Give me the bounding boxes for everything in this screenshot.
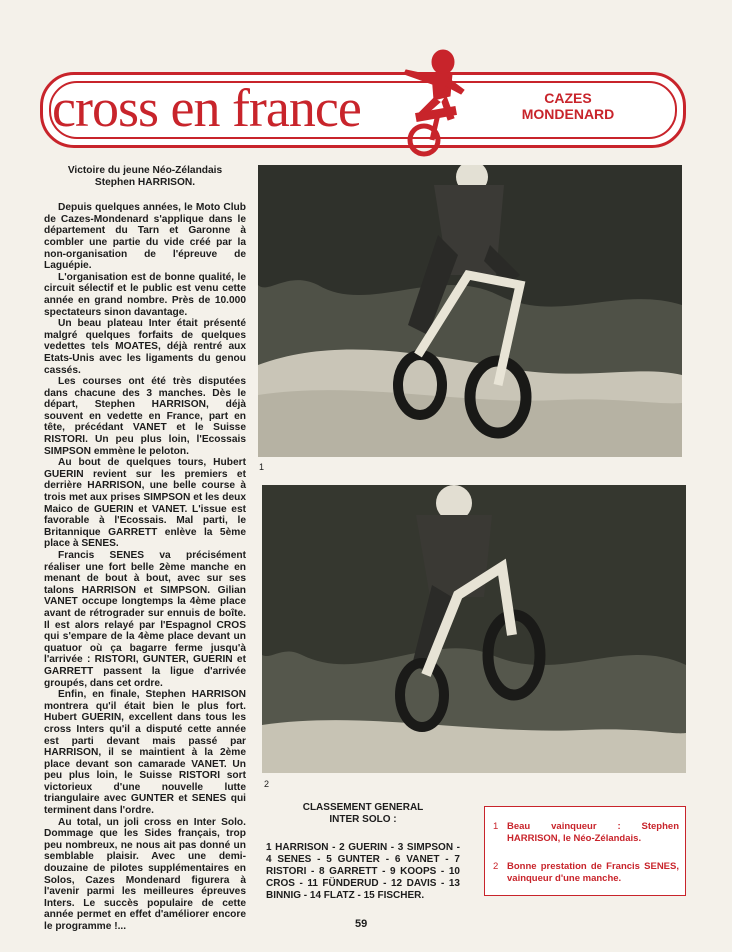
article-paragraph: Les courses ont été très disputées dans chacune des 3 manches. Dès le départ, Stephen HARRISON, déjà souvent en vedette en France, part en tête, précédant VANET et le Suisse RISTORI. Un peu plus loin, l'Ecossais SIMPSON emmène le peloton. xyxy=(44,376,246,457)
ranking-results: 1 HARRISON - 2 GUERIN - 3 SIMPSON - 4 SENES - 5 GUNTER - 6 VANET - 7 RISTORI - 8 GARRETT - 9 KOOPS - 10 CROS - 11 FÜNDERUD - 12 DAVIS - 13 BINNIG - 14 FLATZ - 15 FISCHER. xyxy=(266,842,460,901)
motocross-rider-logo-icon xyxy=(388,44,468,160)
caption-1-text: Beau vainqueur : Stephen HARRISON, le Néo-Zélandais. xyxy=(507,821,679,844)
location-line-2: MONDENARD xyxy=(521,106,615,122)
location-line-1: CAZES xyxy=(544,90,592,106)
photo-1-number: 1 xyxy=(259,462,265,472)
race-photo-1 xyxy=(258,165,682,457)
page-number: 59 xyxy=(355,918,368,930)
intro-line-1: Victoire du jeune Néo-Zélandais xyxy=(67,165,223,176)
article-paragraph: Francis SENES va précisément réaliser une fort belle 2ème manche en menant de bout à bout, avec sur ses talons HARRISON et SIMPSON. Gilian VANET occupe longtemps la 4ème place avant de rétrograder sur ennuis de boîte. Il est alors relayé par l'Espagnol CROS qui s'empare de la 4ème place devant un quatuor où ça bagarre ferme jusqu'à l'arrivée : RISTORI, GUNTER, GUERIN et GARRETT passent la ligue d'arrivée groupés, dans cet ordre. xyxy=(44,550,246,689)
ranking-title-line-1: CLASSEMENT GENERAL xyxy=(302,802,424,813)
photo-1-image xyxy=(258,165,682,457)
article-intro xyxy=(44,165,246,188)
general-ranking xyxy=(266,802,460,902)
article-paragraph: Au bout de quelques tours, Hubert GUERIN revient sur les premiers et derrière HARRISON, une belle course à trois met aux prises SIMPSON et les deux Maico de GUERIN et VANET. L'issue est favorable à l'Ecossais. Mal parti, le Britannique GARRETT enlève la 5ème place à SENES. xyxy=(44,457,246,550)
caption-1-number: 1 xyxy=(493,821,499,832)
ranking-title xyxy=(266,802,460,826)
photo-2-number: 2 xyxy=(264,779,270,789)
race-photo-2 xyxy=(262,485,686,773)
intro-line-2: Stephen HARRISON. xyxy=(94,176,196,188)
article-body xyxy=(44,165,246,933)
caption-1 xyxy=(493,821,679,844)
ranking-title-line-2: INTER SOLO : xyxy=(329,814,397,825)
article-paragraph: L'organisation est de bonne qualité, le circuit sélectif et le public est venu cette année en grand nombre. Près de 10.000 spectateurs sinon davantage. xyxy=(44,271,246,318)
race-location xyxy=(512,90,624,122)
article-paragraph: Depuis quelques années, le Moto Club de Cazes-Mondenard s'applique dans le département du Tarn et Garonne à combler une partie du vide créé par la non-organisation de l'épreuve de Laguépie. xyxy=(44,202,246,272)
photo-captions-box xyxy=(484,806,686,896)
caption-2-text: Bonne prestation de Francis SENES, vainqueur d'une manche. xyxy=(507,861,679,884)
caption-2 xyxy=(493,861,679,884)
page-title: cross en france xyxy=(52,78,361,138)
article-paragraph: Enfin, en finale, Stephen HARRISON montrera qu'il était bien le plus fort. Hubert GUERIN, excellent dans tous les cross Inters qu'il a disputé cette année est parti devant mais passé par HARRISON, il se maintient à la 2ème place devant son camarade VANET. Un peu plus loin, le Suisse RISTORI sort victorieux d'une nouvelle lutte triangulaire avec GUNTER et SENES qui terminent dans l'ordre. xyxy=(44,689,246,817)
article-paragraph: Au total, un joli cross en Inter Solo. Dommage que les Sides français, trop peu nombreux, ne nous ait pas donné un semblable plaisir. Avec une demi-douzaine de pilotes supplémentaires en Solos, Cazes Mondenard figurera à l'avenir parmi les meilleures épreuves Inters. Le succès populaire de cette année permet en effet d'améliorer encore le programme !... xyxy=(44,816,246,932)
photo-2-image xyxy=(262,485,686,773)
caption-2-number: 2 xyxy=(493,861,499,872)
article-paragraph: Un beau plateau Inter était présenté malgré quelques forfaits de quelques vedettes tels MOATES, déjà rentré aux Etats-Unis avec les ligaments du genou cassés. xyxy=(44,318,246,376)
